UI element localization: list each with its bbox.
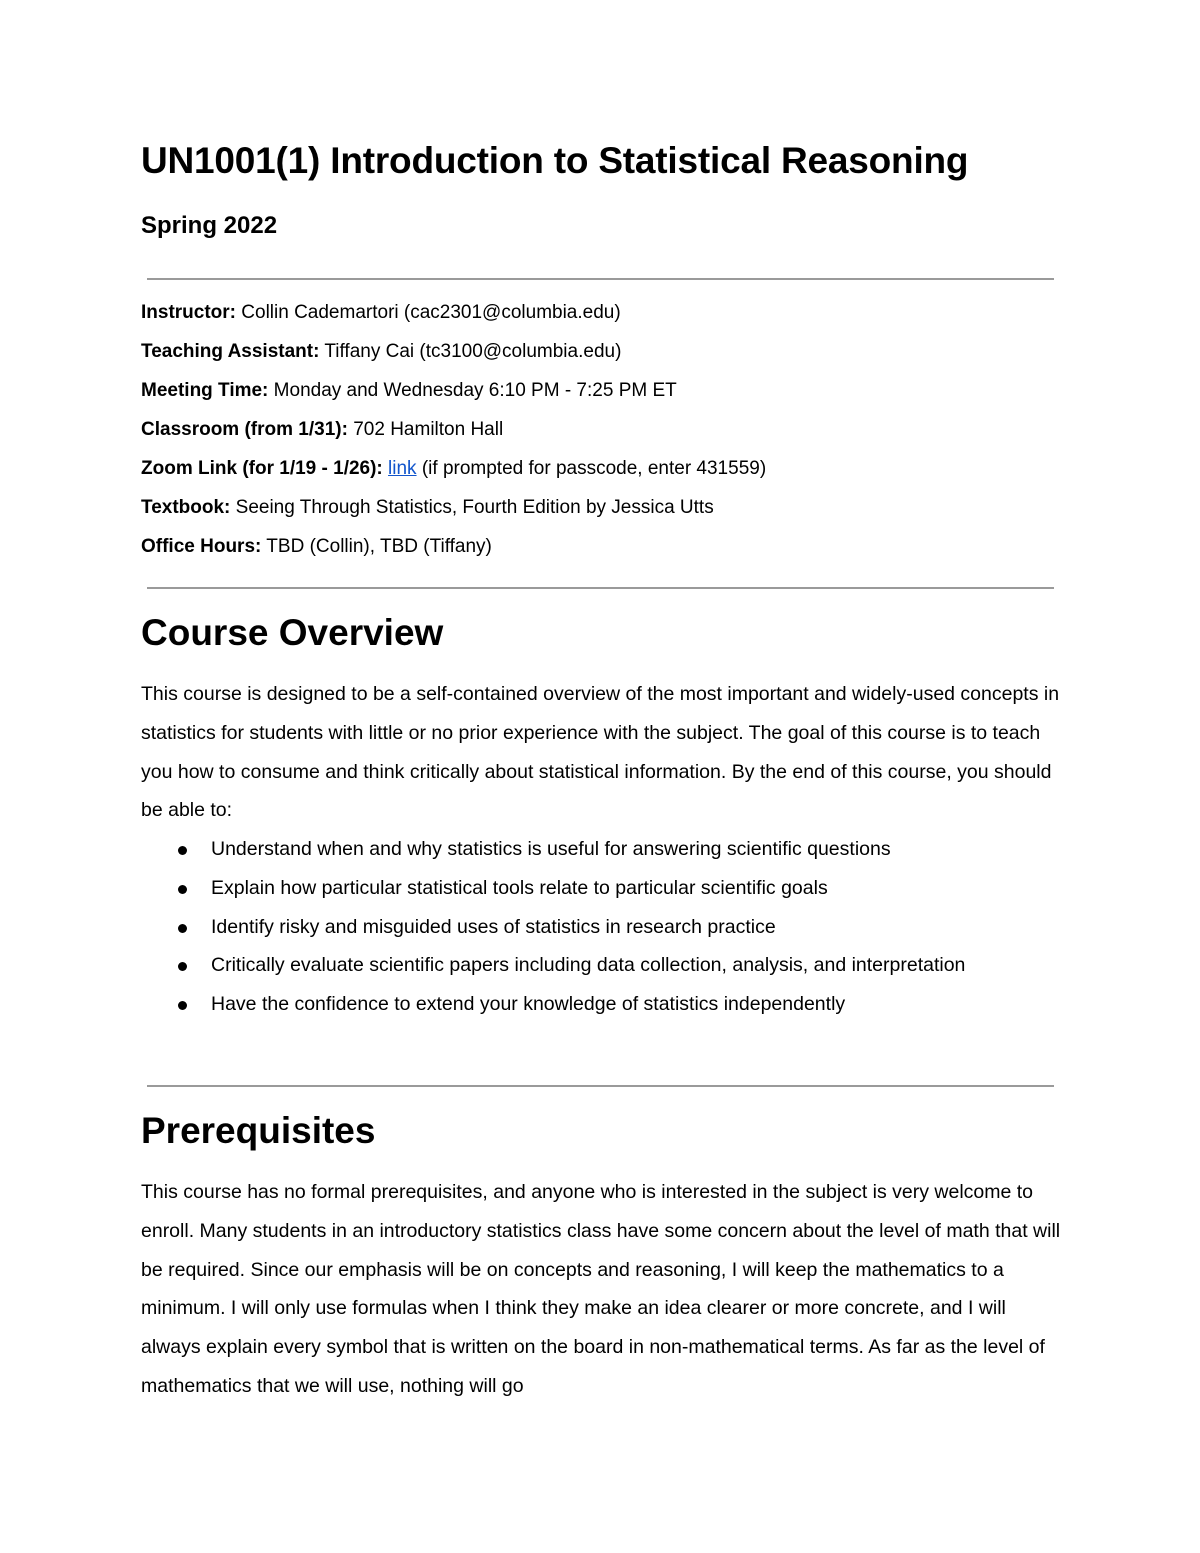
section-divider [147,587,1054,589]
bullet-dot-icon [178,846,187,855]
goal-text: Understand when and why statistics is useful for answering scientific questions [211,838,891,860]
info-instructor [141,296,766,335]
info-label: Office Hours: [141,536,262,557]
course-title: UN1001(1) Introduction to Statistical Reasoning [141,140,969,181]
info-label: Textbook: [141,497,231,518]
info-value: Seeing Through Statistics, Fourth Edition by Jessica Utts [230,497,714,518]
bullet-dot-icon [178,1001,187,1010]
info-textbook [141,491,766,530]
goal-text: Have the confidence to extend your knowledge of statistics independently [211,993,846,1016]
info-value: Collin Cademartori (cac2301@columbia.edu) [236,302,621,323]
info-teaching-assistant [141,335,766,374]
info-label: Classroom (from 1/31): [141,419,348,440]
info-value: TBD (Collin), TBD (Tiffany) [261,536,492,557]
goal-text: Critically evaluate scientific papers including data collection, analysis, and interpretation [211,954,966,977]
goal-item [141,985,965,1024]
bullet-dot-icon [178,962,187,971]
info-value: Tiffany Cai (tc3100@columbia.edu) [319,341,622,362]
goal-item [141,946,965,985]
goal-item [141,869,965,908]
goal-item [141,908,965,947]
prerequisites-heading: Prerequisites [141,1110,376,1151]
info-meeting-time [141,374,766,413]
section-divider [147,278,1054,280]
goal-text: Explain how particular statistical tools relate to particular scientific goals [211,876,828,899]
prerequisites-paragraph: This course has no formal prerequisites, and anyone who is interested in the subject is very welcome to enroll. Many students in an introductory statistics class have some concern about the level of math that will be required. Since our emphasis will be on concepts and reasoning, I will keep the mathematics to a minimum. I will only use formulas when I think they make an idea clearer or more concrete, and I will always explain every symbol that is written on the board in non-mathematical terms. As far as the level of mathematics that we will use, nothing will go [141,1181,1061,1397]
goal-text: Identify risky and misguided uses of statistics in research practice [211,915,776,938]
course-term: Spring 2022 [141,212,278,239]
info-value: 702 Hamilton Hall [347,419,504,440]
info-zoom-link [141,452,766,491]
info-value: (if prompted for passcode, enter 431559) [416,458,767,479]
goal-item [141,830,965,869]
overview-heading: Course Overview [141,612,444,653]
overview-paragraph: This course is designed to be a self-contained overview of the most important and widely-used concepts in statistics for students with little or no prior experience with the subject. The goal of this course is to teach you how to consume and think critically about statistical information. By the end of this course, you should be able to: [141,683,1060,822]
info-office-hours [141,530,766,569]
info-label: Teaching Assistant: [141,341,320,362]
info-label: Zoom Link (for 1/19 - 1/26): [141,458,383,479]
course-info-list [141,296,766,569]
goals-list [141,830,965,1024]
info-label: Meeting Time: [141,380,269,401]
info-label: Instructor: [141,302,236,323]
info-value: Monday and Wednesday 6:10 PM - 7:25 PM ET [268,380,677,401]
bullet-dot-icon [178,924,187,933]
info-classroom [141,413,766,452]
zoom-link[interactable]: link [388,458,417,479]
section-divider [147,1085,1054,1087]
bullet-dot-icon [178,885,187,894]
